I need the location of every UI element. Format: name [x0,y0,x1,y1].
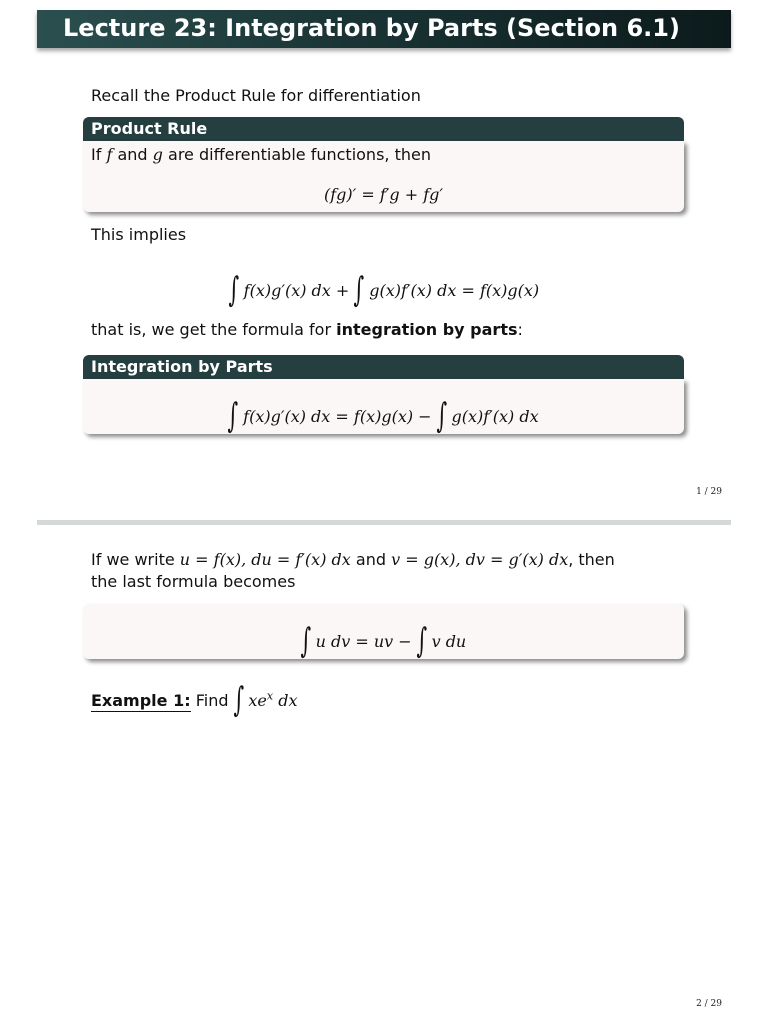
product-rule-block [83,117,684,212]
example-integrand: xe [248,691,267,710]
write-suffix: , then [568,550,615,569]
and-word: and [117,145,148,164]
ibp-block [83,355,684,434]
integral-sign: ∫ [233,680,244,720]
uv-part2: v du [431,632,467,651]
implies-part2: g(x)f′(x) dx = f(x)g(x) [369,281,540,300]
example-1 [91,678,298,720]
var-f: f [106,145,113,164]
page-number: 1 / 29 [696,487,722,497]
sentence-end: are differentiable functions, then [168,145,431,164]
slide-2 [0,512,768,1024]
ibp-part1: f(x)g′(x) dx = f(x)g(x) − [243,407,432,426]
integral-sign: ∫ [300,621,311,661]
slide-divider [37,520,731,525]
example-dx: dx [278,691,298,710]
integral-sign: ∫ [228,270,240,310]
title-bar [37,10,731,48]
that-is-text [91,320,523,339]
intro-text: Recall the Product Rule for differentiation [91,86,421,105]
ibp-body [83,379,684,434]
write-line-2: the last formula becomes [91,572,296,591]
formula-eq: = [361,185,375,204]
ibp-part2: g(x)f′(x) dx [451,407,539,426]
integral-sign: ∫ [416,621,427,661]
example-label: Example 1: [91,691,191,710]
integral-sign: ∫ [436,396,447,436]
and-word: and [350,550,392,569]
product-rule-header: Product Rule [83,117,684,141]
implies-part1: f(x)g′(x) dx + [243,281,350,300]
that-is-suffix: : [517,320,523,339]
integral-sign: ∫ [353,270,365,310]
that-is-prefix: that is, we get the formula for [91,320,337,339]
example-exponent: x [266,689,274,703]
page-number: 2 / 29 [696,999,722,1009]
uv-formula-block [83,604,684,659]
var-g: g [152,145,163,164]
uv-part1: u dv = uv − [315,632,412,651]
product-rule-body [83,141,684,212]
that-is-bold: integration by parts [336,320,518,339]
ibp-formula [83,394,684,436]
if-word: If [91,145,102,164]
v-defs: v = g(x), dv = g′(x) dx [391,550,569,569]
example-find: Find [195,691,229,710]
formula-lhs: (fg)′ [323,185,357,204]
product-rule-formula [83,185,684,204]
write-line-1 [91,550,615,569]
product-rule-sentence [91,145,431,164]
formula-rhs: f′g + fg′ [379,185,444,204]
ibp-header: Integration by Parts [83,355,684,379]
uv-formula [83,619,684,661]
uv-formula-body [83,604,684,659]
implies-formula [0,268,768,310]
slide-title: Lecture 23: Integration by Parts (Section 6.1) [63,14,680,42]
write-prefix: If we write [91,550,180,569]
integral-sign: ∫ [227,396,239,436]
u-defs: u = f(x), du = f′(x) dx [179,550,351,569]
implies-text: This implies [91,225,187,244]
